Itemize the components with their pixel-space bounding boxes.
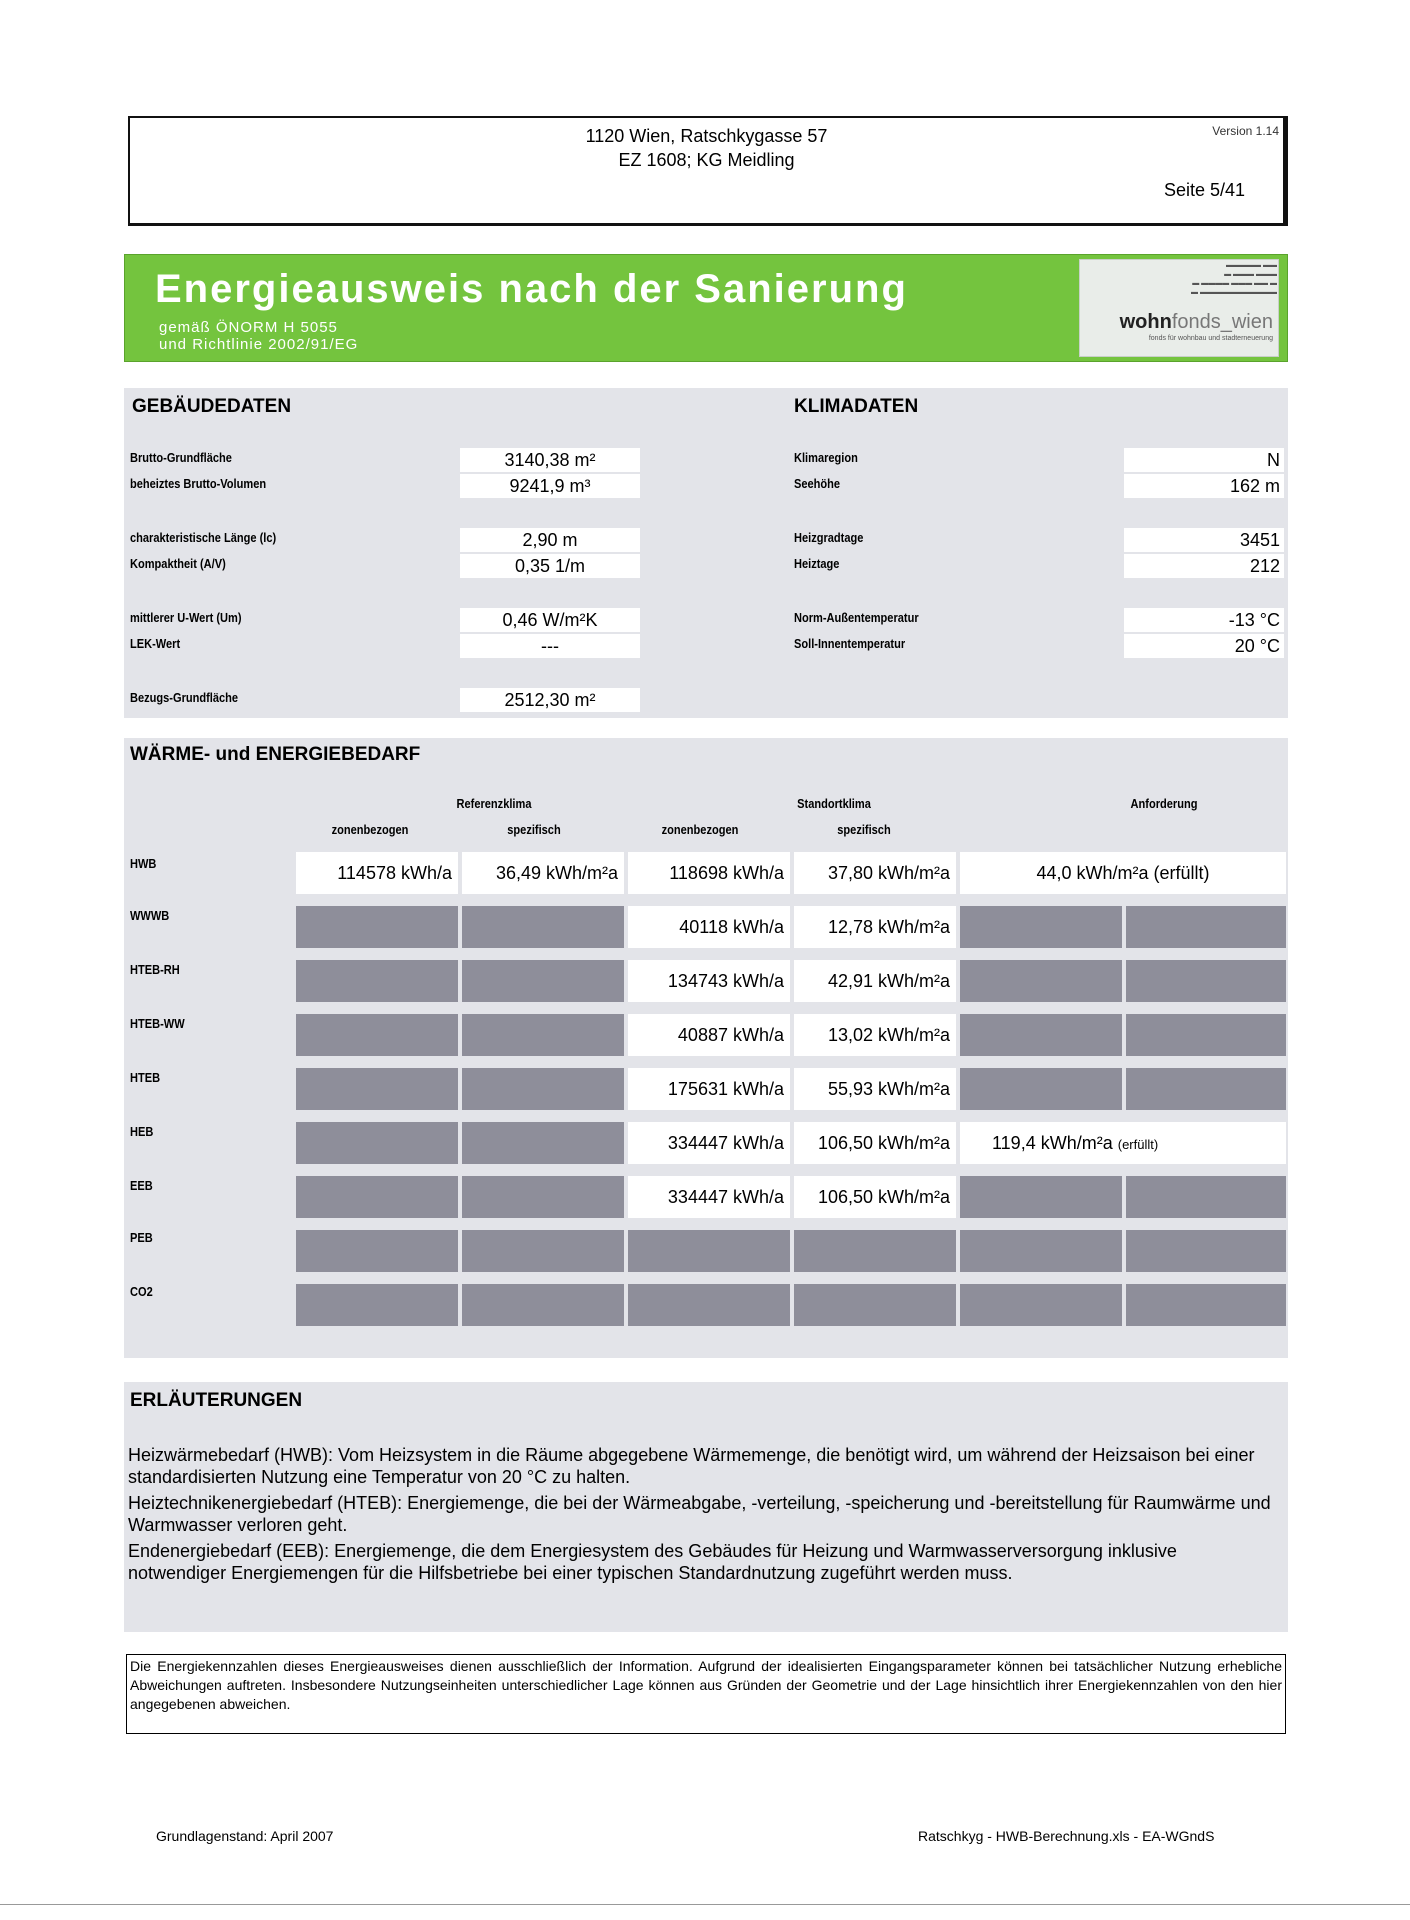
energy-demand-title: WÄRME- und ENERGIEBEDARF (130, 744, 421, 765)
row-label-hwb: HWB (130, 856, 157, 871)
logo-name (1120, 311, 1273, 334)
explanation-hwb: Heizwärmebedarf (HWB): Vom Heizsystem in die Räume abgegebene Wärmemenge, die benötigt wird, um während der Heizsaison bei einer standardisierten Nutzung eine Temperatur von 20 °C zu halten. (128, 1445, 1255, 1487)
address-line-2: EZ 1608; KG Meidling (618, 150, 795, 170)
explanation-eeb: Endenergiebedarf (EEB): Energiemenge, die dem Energiesystem des Gebäudes für Heizung und Warmwasserversorgung inklusive notwendiger Energiemengen für die Hilfsbetriebe bei einer typischen Standardnutzung zugeführt werden muss. (128, 1541, 1177, 1583)
eeb-std-spezifisch: 106,50 kWh/m²a (792, 1174, 958, 1220)
group-header-standortklima: Standortklima (797, 796, 871, 811)
label-heizgradtage: Heizgradtage (794, 530, 864, 545)
row-label-eeb: EEB (130, 1178, 153, 1193)
document-subtitle (159, 319, 358, 353)
hteb-anforderung-empty (958, 1066, 1124, 1112)
hteb-std-spezifisch: 55,93 kWh/m²a (792, 1066, 958, 1112)
value-norm-aussentemperatur: -13 °C (1124, 608, 1284, 632)
col-header-ref-spezifisch: spezifisch (507, 822, 561, 837)
label-char-laenge: charakteristische Länge (lc) (130, 530, 277, 545)
peb-cell-3 (626, 1228, 792, 1274)
heb-ref-spezifisch-empty (460, 1120, 626, 1166)
group-header-referenzklima: Referenzklima (456, 796, 532, 811)
label-bezugs-grundflaeche: Bezugs-Grundfläche (130, 690, 239, 705)
hteb-ww-std-spezifisch: 13,02 kWh/m²a (792, 1012, 958, 1058)
value-brutto-volumen: 9241,9 m³ (460, 474, 640, 498)
label-brutto-grundflaeche: Brutto-Grundfläche (130, 450, 232, 465)
hteb-rh-anforderung-empty (958, 958, 1124, 1004)
hwb-std-spezifisch: 37,80 kWh/m²a (792, 850, 958, 896)
hteb-ww-anforderung-empty (958, 1012, 1124, 1058)
logo-address-decoration: ▬▬▬▬▬ ▬▬ ▬ ▬▬▬ ▬▬▬ ▬ ▬▬▬▬ ▬▬▬ ▬▬ ▬ ▬ ▬▬▬▬▬▬▬▬▬▬▬ (1191, 262, 1277, 296)
footer-date: Grundlagenstand: April 2007 (156, 1828, 334, 1844)
hteb-anforderung-empty-2 (1124, 1066, 1288, 1112)
col-header-std-spezifisch: spezifisch (837, 822, 891, 837)
row-label-hteb-ww: HTEB-WW (130, 1016, 185, 1031)
explanations-panel (124, 1382, 1288, 1632)
wwwb-ref-zonenbezogen-empty (294, 904, 460, 950)
explanations-title: ERLÄUTERUNGEN (130, 1390, 303, 1411)
row-label-heb: HEB (130, 1124, 154, 1139)
hwb-ref-zonenbezogen: 114578 kWh/a (294, 850, 460, 896)
value-seehoehe: 162 m (1124, 474, 1284, 498)
page-number: Seite 5/41 (1163, 180, 1245, 200)
footer-file: Ratschkyg - HWB-Berechnung.xls - EA-WGndS (918, 1828, 1215, 1844)
value-klimaregion: N (1124, 448, 1284, 472)
document-title: Energieausweis nach der Sanierung (155, 267, 908, 311)
logo-tagline: fonds für wohnbau und stadterneuerung (1148, 335, 1273, 342)
heb-std-spezifisch: 106,50 kWh/m²a (792, 1120, 958, 1166)
peb-cell-4 (792, 1228, 958, 1274)
value-heiztage: 212 (1124, 554, 1284, 578)
hteb-std-zonenbezogen: 175631 kWh/a (626, 1066, 792, 1112)
address-line-1: 1120 Wien, Ratschkygasse 57 (585, 126, 828, 146)
co2-cell-1 (294, 1282, 460, 1328)
eeb-anforderung-empty-2 (1124, 1174, 1288, 1220)
eeb-std-zonenbezogen: 334447 kWh/a (626, 1174, 792, 1220)
row-label-hteb-rh: HTEB-RH (130, 962, 180, 977)
co2-cell-5 (958, 1282, 1124, 1328)
row-label-hteb: HTEB (130, 1070, 161, 1085)
climate-data-title: KLIMADATEN (794, 396, 919, 417)
value-u-wert: 0,46 W/m²K (460, 608, 640, 632)
energy-demand-panel (124, 738, 1288, 1358)
col-header-ref-zonenbezogen: zonenbezogen (331, 822, 409, 837)
hteb-rh-std-zonenbezogen: 134743 kWh/a (626, 958, 792, 1004)
col-header-std-zonenbezogen: zonenbezogen (661, 822, 739, 837)
wwwb-ref-spezifisch-empty (460, 904, 626, 950)
peb-cell-1 (294, 1228, 460, 1274)
peb-cell-6 (1124, 1228, 1288, 1274)
wwwb-anforderung-empty (958, 904, 1124, 950)
co2-cell-6 (1124, 1282, 1288, 1328)
value-lek-wert: --- (460, 634, 640, 658)
eeb-ref-zonenbezogen-empty (294, 1174, 460, 1220)
hteb-rh-ref-spezifisch-empty (460, 958, 626, 1004)
value-soll-innentemperatur: 20 °C (1124, 634, 1284, 658)
explanations-text (128, 1444, 1278, 1588)
subtitle-line-1: gemäß ÖNORM H 5055 (159, 319, 338, 336)
document-header (128, 116, 1288, 226)
row-label-peb: PEB (130, 1230, 153, 1245)
peb-cell-5 (958, 1228, 1124, 1274)
value-heizgradtage: 3451 (1124, 528, 1284, 552)
label-kompaktheit: Kompaktheit (A/V) (130, 556, 226, 571)
hteb-rh-std-spezifisch: 42,91 kWh/m²a (792, 958, 958, 1004)
hteb-ww-ref-zonenbezogen-empty (294, 1012, 460, 1058)
label-lek-wert: LEK-Wert (130, 636, 181, 651)
hteb-ww-std-zonenbezogen: 40887 kWh/a (626, 1012, 792, 1058)
value-brutto-grundflaeche: 3140,38 m² (460, 448, 640, 472)
logo-name-light: fonds_wien (1171, 311, 1273, 333)
hteb-ww-ref-spezifisch-empty (460, 1012, 626, 1058)
label-brutto-volumen: beheiztes Brutto-Volumen (130, 476, 267, 491)
peb-cell-2 (460, 1228, 626, 1274)
heb-anforderung (958, 1120, 1288, 1166)
co2-cell-2 (460, 1282, 626, 1328)
row-label-co2: CO2 (130, 1284, 153, 1299)
hwb-std-zonenbezogen: 118698 kWh/a (626, 850, 792, 896)
hwb-ref-spezifisch: 36,49 kWh/m²a (460, 850, 626, 896)
label-seehoehe: Seehöhe (794, 476, 841, 491)
building-climate-panel (124, 388, 1288, 718)
heb-anforderung-value: 119,4 kWh/m²a (992, 1133, 1113, 1153)
label-u-wert: mittlerer U-Wert (Um) (130, 610, 242, 625)
building-data-title: GEBÄUDEDATEN (132, 396, 292, 417)
value-kompaktheit: 0,35 1/m (460, 554, 640, 578)
hteb-ww-anforderung-empty-2 (1124, 1012, 1288, 1058)
explanation-hteb: Heiztechnikenergiebedarf (HTEB): Energiemenge, die bei der Wärmeabgabe, -verteilung, -speicherung und -bereitstellung für Raumwärme und Warmwasser verloren geht. (128, 1493, 1271, 1535)
heb-std-zonenbezogen: 334447 kWh/a (626, 1120, 792, 1166)
heb-anforderung-note: (erfüllt) (1117, 1137, 1159, 1152)
hteb-rh-ref-zonenbezogen-empty (294, 958, 460, 1004)
bottom-divider (0, 1904, 1410, 1905)
wwwb-std-zonenbezogen: 40118 kWh/a (626, 904, 792, 950)
title-banner (124, 254, 1288, 362)
co2-cell-3 (626, 1282, 792, 1328)
hteb-ref-spezifisch-empty (460, 1066, 626, 1112)
disclaimer-box: Die Energiekennzahlen dieses Energieausweises dienen ausschließlich der Information. Aufgrund der idealisierten Eingangsparameter können bei tatsächlicher Nutzung erhebliche Abweichungen auftreten. Insbesondere Nutzungseinheiten unterschiedlicher Lage können aus Gründen der Geometrie und der Lage hinsichtlich ihrer Energiekennzahlen von den hier angegebenen abweichen. (126, 1654, 1286, 1734)
hteb-ref-zonenbezogen-empty (294, 1066, 460, 1112)
hteb-rh-anforderung-empty-2 (1124, 958, 1288, 1004)
version-label: Version 1.14 (1212, 124, 1279, 138)
eeb-ref-spezifisch-empty (460, 1174, 626, 1220)
value-char-laenge: 2,90 m (460, 528, 640, 552)
eeb-anforderung-empty (958, 1174, 1124, 1220)
subtitle-line-2: und Richtlinie 2002/91/EG (159, 336, 359, 353)
heb-ref-zonenbezogen-empty (294, 1120, 460, 1166)
group-header-anforderung: Anforderung (1130, 796, 1198, 811)
hwb-anforderung: 44,0 kWh/m²a (erfüllt) (958, 850, 1288, 896)
co2-cell-4 (792, 1282, 958, 1328)
value-bezugs-grundflaeche: 2512,30 m² (460, 688, 640, 712)
row-label-wwwb: WWWB (130, 908, 170, 923)
label-norm-aussentemperatur: Norm-Außentemperatur (794, 610, 919, 625)
address-block (130, 124, 1283, 172)
label-klimaregion: Klimaregion (794, 450, 858, 465)
wwwb-std-spezifisch: 12,78 kWh/m²a (792, 904, 958, 950)
logo-name-bold: wohn (1119, 311, 1172, 333)
label-heiztage: Heiztage (794, 556, 840, 571)
wwwb-anforderung-empty-2 (1124, 904, 1288, 950)
label-soll-innentemperatur: Soll-Innentemperatur (794, 636, 906, 651)
